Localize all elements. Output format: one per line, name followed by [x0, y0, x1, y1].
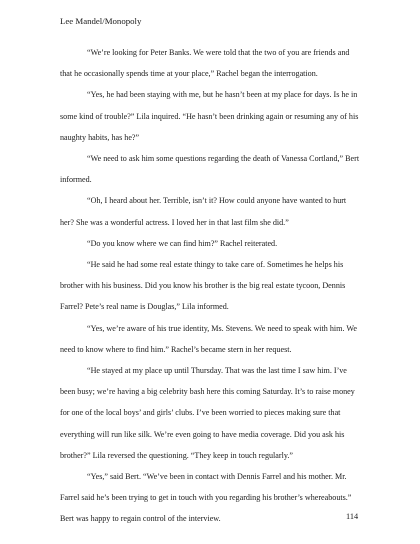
page-number: 114 — [346, 512, 359, 521]
paragraph: “Yes, we’re aware of his true identity, Ms. Stevens. We need to speak with him. We need to know where to find him.” Rachel’s became stern in her request. — [60, 323, 357, 354]
running-header: Lee Mandel/Monopoly — [60, 16, 142, 26]
paragraph: “Oh, I heard about her. Terrible, isn’t it? How could anyone have wanted to hurt her? She was a wonderful actress. I loved her in that last film she did.” — [60, 196, 347, 227]
paragraph: “We need to ask him some questions regarding the death of Vanessa Cortland,” Bert informed. — [60, 154, 360, 185]
paragraph: “Do you know where we can find him?” Rachel reiterated. — [87, 238, 278, 248]
paragraph: “He said he had some real estate thingy to take care of. Sometimes he helps his brother with his business. Did you know his brother is the big real estate tycoon, Dennis Farrel? Pete’s real name is Douglas,” Lila informed. — [60, 260, 346, 312]
paragraph: “Yes, he had been staying with me, but he hasn’t been at my place for days. Is he in some kind of trouble?” Lila inquired. “He hasn’t been drinking again or resuming any of his naughty habits, has he?” — [60, 90, 359, 142]
paragraph: “He stayed at my place up until Thursday. That was the last time I saw him. I’ve been busy; we’re having a big celebrity bash here this coming Saturday. It’s to raise money for one of the local boys’ and girls’ clubs. I’ve been worried to pieces making sure that everything will run like silk. We’re even going to have media coverage. Did you ask his brother?” Lila reversed the questioning. “They keep in touch regularly.” — [60, 366, 355, 460]
paragraph: “We’re looking for Peter Banks. We were told that the two of you are friends and that he occasionally spends time at your place,” Rachel began the interrogation. — [60, 48, 350, 79]
paragraph: “Yes,” said Bert. “We’ve been in contact with Dennis Farrel and his mother. Mr. Farrel said he’s been trying to get in touch with you regarding his brother’s whereabouts.” Bert was happy to regain control of the interview. — [60, 472, 352, 524]
body-text — [60, 42, 360, 530]
